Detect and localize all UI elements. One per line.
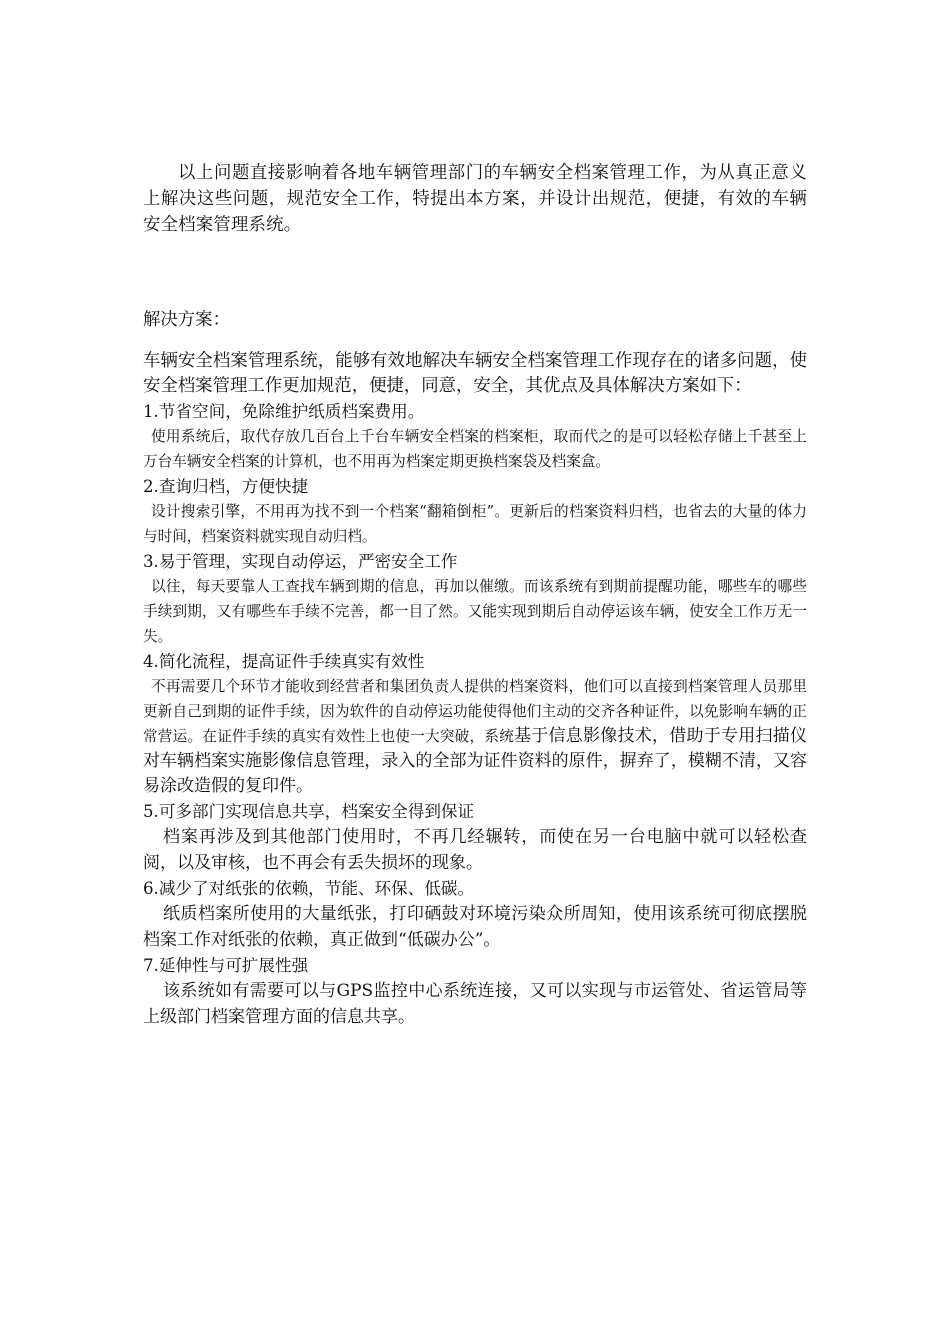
item-7-title: 7.延伸性与可扩展性强 [143, 956, 309, 975]
item-6-title: 6.减少了对纸张的依赖，节能、环保、低碳。 [143, 879, 475, 898]
item-1-title: 1.节省空间，免除维护纸质档案费用。 [143, 402, 425, 421]
item-7-body: 该系统如有需要可以与GPS监控中心系统连接，又可以实现与市运管处、省运管局等上级部门档案管理方面的信息共享。 [143, 981, 807, 1027]
item-4-title: 4.简化流程，提高证件手续真实有效性 [143, 652, 425, 671]
item-3-title: 3.易于管理，实现自动停运，严密安全工作 [143, 552, 458, 571]
intro-paragraph: 以上问题直接影响着各地车辆管理部门的车辆安全档案管理工作，为从真正意义上解决这些问题，规范安全工作，特提出本方案，并设计出规范，便捷，有效的车辆安全档案管理系统。 [143, 163, 807, 235]
solution-lead-paragraph: 车辆安全档案管理系统，能够有效地解决车辆安全档案管理工作现存在的诸多问题，使安全档案管理工作更加规范，便捷，同意，安全，其优点及具体解决方案如下： [143, 351, 807, 396]
item-4-body [143, 674, 807, 799]
item-4-body-part-2: 基于信息影像技术，借助于专用扫描仪对车辆档案实施影像信息管理，录入的全部为证件资料的原件，摒弃了，模糊不清，又容易涂改造假的复印件。 [143, 726, 807, 796]
solution-heading: 解决方案： [143, 310, 230, 330]
item-2-title: 2.查询归档，方便快捷 [143, 477, 309, 496]
item-1-body: 使用系统后，取代存放几百台上千台车辆安全档案的档案柜，取而代之的是可以轻松存储上千甚至上万台车辆安全档案的计算机，也不用再为档案定期更换档案袋及档案盒。 [143, 428, 807, 470]
item-3-body: 以往，每天要靠人工查找车辆到期的信息，再加以催缴。而该系统有到期前提醒功能，哪些车的哪些手续到期，又有哪些车手续不完善，都一目了然。又能实现到期后自动停运该车辆，使安全工作万无一失。 [143, 578, 807, 645]
item-2-body: 设计搜索引擎，不用再为找不到一个档案“翻箱倒柜”。更新后的档案资料归档，也省去的大量的体力与时间，档案资料就实现自动归档。 [143, 503, 807, 545]
item-4-body-part-1: 不再需要几个环节才能收到经营者和集团负责人提供的档案资料，他们可以直接到档案管理人员那里更新自己到期的证件手续，因为软件的自动停运功能使得他们主动的交齐各种证件，以免影响车辆的正常营运。在证件手续的真实有效性上也使一大突破，系统 [143, 678, 807, 745]
solution-body [143, 349, 807, 1030]
item-6-body: 纸质档案所使用的大量纸张，打印硒鼓对环境污染众所周知，使用该系统可彻底摆脱档案工作对纸张的依赖，真正做到“低碳办公”。 [143, 904, 807, 950]
document-page [143, 0, 807, 1344]
item-5-body: 档案再涉及到其他部门使用时，不再几经辗转，而使在另一台电脑中就可以轻松查阅，以及审核，也不再会有丢失损坏的现象。 [143, 827, 807, 873]
item-5-title: 5.可多部门实现信息共享，档案安全得到保证 [143, 802, 475, 821]
